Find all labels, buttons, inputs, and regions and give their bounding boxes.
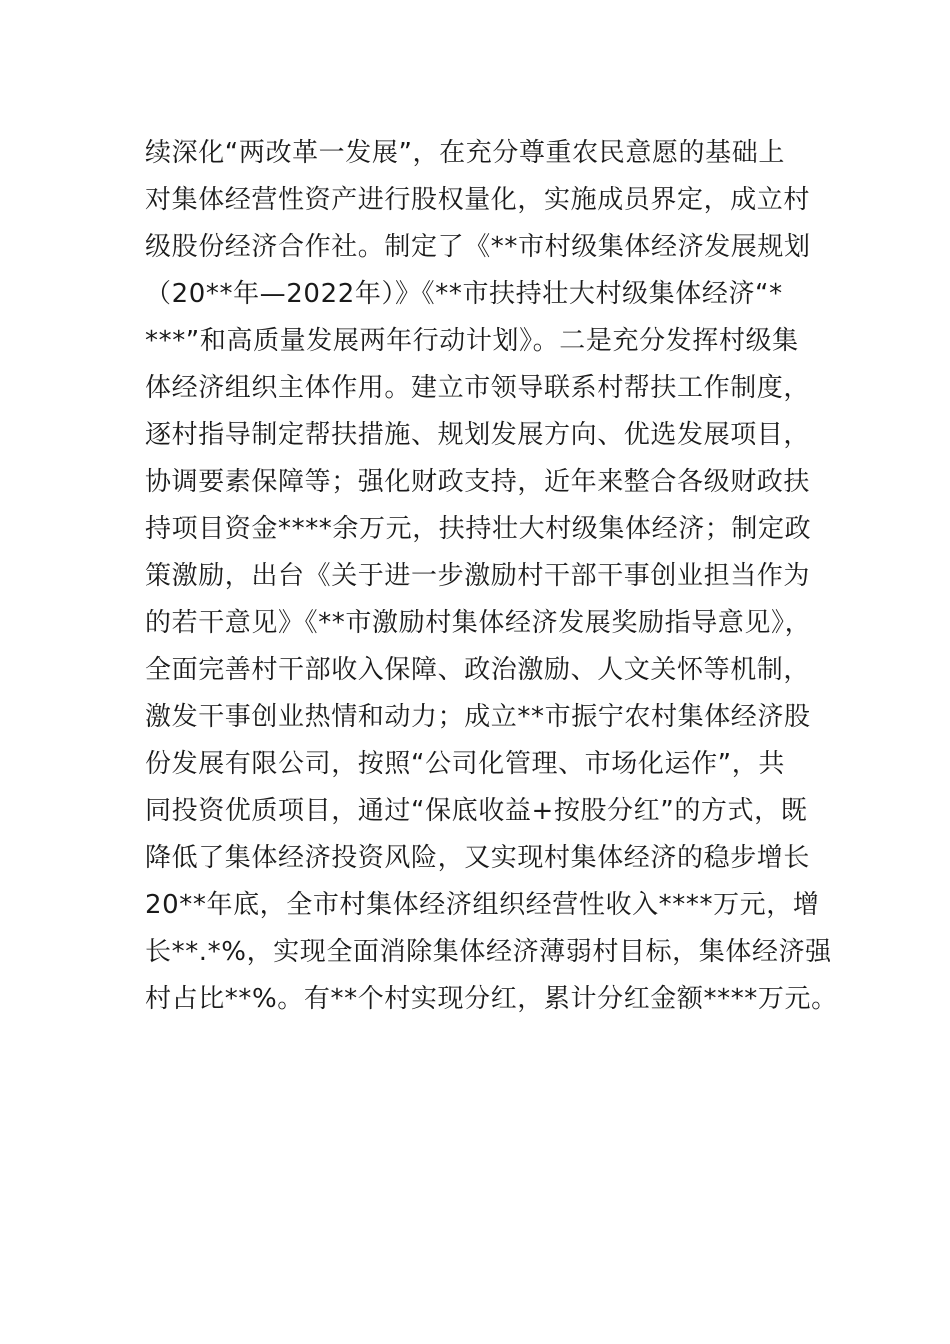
text-line: 同投资优质项目，通过“保底收益+按股分红”的方式，既 xyxy=(145,796,808,826)
text-line: 全面完善村干部收入保障、政治激励、人文关怀等机制， xyxy=(145,655,811,685)
text-line: ***”和高质量发展两年行动计划》。二是充分发挥村级集 xyxy=(145,326,799,356)
text-line: 长**.*%，实现全面消除集体经济薄弱村目标，集体经济强 xyxy=(145,937,832,967)
text-line: 村占比**%。有**个村实现分红，累计分红金额****万元。 xyxy=(145,984,838,1014)
text-line: 协调要素保障等；强化财政支持，近年来整合各级财政扶 xyxy=(145,467,811,497)
text-line: 持项目资金****余万元，扶持壮大村级集体经济；制定政 xyxy=(145,514,812,544)
text-line: 续深化“两改革一发展”，在充分尊重农民意愿的基础上 xyxy=(145,138,785,168)
text-line: 逐村指导制定帮扶措施、规划发展方向、优选发展项目， xyxy=(145,420,811,450)
text-line: 体经济组织主体作用。建立市领导联系村帮扶工作制度， xyxy=(145,373,811,403)
text-line: 降低了集体经济投资风险，又实现村集体经济的稳步增长 xyxy=(145,843,811,873)
text-line: 策激励，出台《关于进一步激励村干部干事创业担当作为 xyxy=(145,561,811,591)
body-paragraph xyxy=(145,132,845,1025)
text-line: 级股份经济合作社。制定了《**市村级集体经济发展规划 xyxy=(145,232,811,262)
text-line: （20**年—2022年）》《**市扶持壮大村级集体经济“* xyxy=(145,279,783,309)
text-line: 激发干事创业热情和动力；成立**市振宁农村集体经济股 xyxy=(145,702,811,732)
text-line: 份发展有限公司，按照“公司化管理、市场化运作”，共 xyxy=(145,749,785,779)
text-line: 的若干意见》《**市激励村集体经济发展奖励指导意见》， xyxy=(145,608,812,638)
text-line: 20**年底，全市村集体经济组织经营性收入****万元，增 xyxy=(145,890,820,920)
text-line: 对集体经营性资产进行股权量化，实施成员界定，成立村 xyxy=(145,185,811,215)
